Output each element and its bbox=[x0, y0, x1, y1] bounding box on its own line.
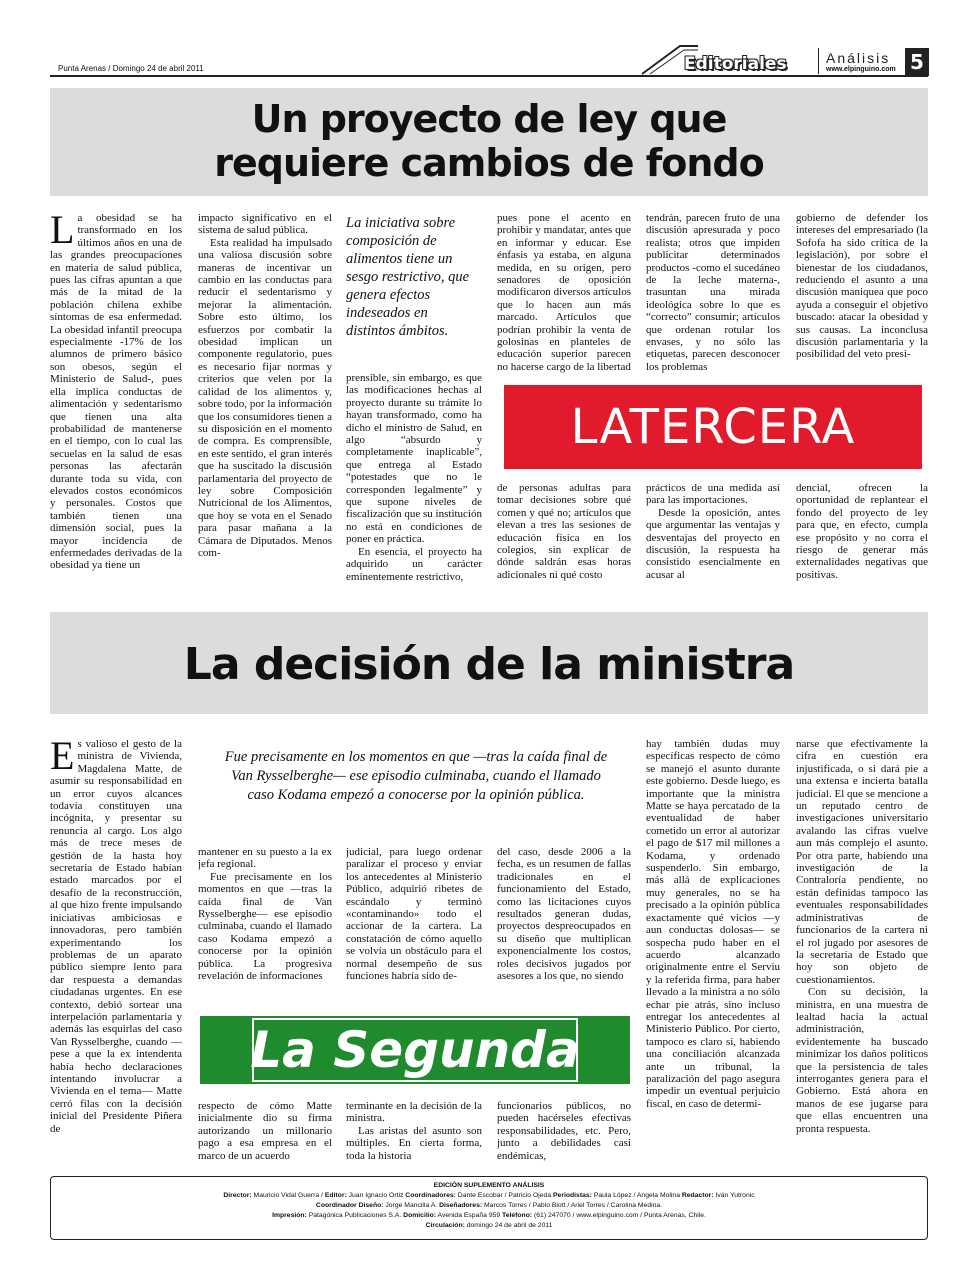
ed2-col2-p2: Fue precisamente en los momentos en que —tras la caída final de Van Rysselberghe— ese episodio culminaba, cuando el llamado caso Kodama empezó a conocerse por la opinión pública. La progresiva revelación de informaciones bbox=[198, 870, 332, 983]
ed1-column-5-top bbox=[646, 212, 780, 374]
ed1-column-2 bbox=[198, 212, 332, 582]
credits-label: Domicilio: bbox=[403, 1212, 437, 1219]
credits-line-2 bbox=[51, 1201, 927, 1211]
ed1-column-5-bottom bbox=[646, 482, 780, 582]
ed1-column-4-bottom bbox=[497, 482, 631, 582]
ed1-column-3 bbox=[346, 372, 482, 584]
ed2-col6-p1: narse que efectivamente la cifra en cuestión era injustificada, o si dará pie a una extensa e incierta batalla judicial. El que se mencione a un reputado centro de investigaciones universitario avalando las cifras vuelve aun más complejo el asunto. Por otra parte, habiendo una investigación de la Contraloría pendiente, no están definidas tampoco las eventuales responsabilidades administrativas de funcionarios de la cartera ni el rol jugado por asesores de la secretaría de Estado que hoy son objeto de cuestionamientos. bbox=[796, 738, 928, 986]
credits-label: Teléfono: bbox=[502, 1212, 533, 1219]
pull-quote-1: La iniciativa sobre composición de alimentos tiene un sesgo restrictivo, que genera efectos indeseados en distintos ámbitos. bbox=[346, 215, 470, 339]
ed2-column-3-top bbox=[346, 846, 482, 1010]
ed1-col6-bottom: dencial, ofrecen la oportunidad de replantear el fondo del proyecto de ley para que, en efecto, cumpla ese propósito y no corra el riesgo de generar más externalidades negativas que positivas. bbox=[796, 482, 928, 581]
credits-value: Juan Ignacio Ortiz bbox=[348, 1192, 404, 1199]
ed1-col5-top: tendrán, parecen fruto de una discusión apresurada y poco realista; otros que impiden publicitar determinados productos -como el sucedáneo de la leche materna-, trasuntan una mirada ideológica sobre lo que es “correcto” consumir; artículos que ordenan rotular los envases, y no sólo las etiquetas, parecen desconocer los problemas bbox=[646, 212, 780, 373]
brand-logo: Análisis bbox=[826, 50, 891, 66]
ed2-column-3-bottom bbox=[346, 1100, 482, 1166]
credits-value: (61) 247070 / www.elpinguino.com / Punta Arenas, Chile. bbox=[534, 1212, 706, 1219]
credits-line-3 bbox=[51, 1211, 927, 1221]
ed2-col4-bottom: funcionarios públicos, no pueden hacérseles efectivas responsabilidades, etc. Pero, junto a debilidades casi endémicas, bbox=[497, 1100, 631, 1162]
pull-quote-2: Fue precisamente en los momentos en que —tras la caída final de Van Rysselberghe— ese episodio culminaba, cuando el llamado caso Kodama empezó a conocerse por la opinión pública. bbox=[224, 749, 608, 803]
credits-box bbox=[50, 1176, 928, 1240]
credits-label: Coordinadores: bbox=[405, 1192, 456, 1199]
la-tercera-logo: LATERCERA bbox=[504, 385, 922, 469]
credits-value: Jorge Mancilla A. bbox=[385, 1202, 438, 1209]
ed2-col5: hay también dudas muy específicas respecto de cómo se manejó el asunto durante este gobierno. Desde luego, es importante que la ministra Matte se haya percatado de la eventualidad de haber cometido un error al autorizar el pago de $17 mil millones a Kodama, y ordenado suspenderlo. Sin embargo, más allá de explicaciones muy generales, no se ha precisado a la opinión pública exactamente qué vicios —y aun conductas dolosas— se sospecha pudo haber en el acuerdo alcanzado originalmente entre el Serviu y la referida firma, para haber llevado a la ministra a no sólo echar pie atrás, sino incluso entregar los antecedentes al Ministerio Público. Por cierto, tampoco es claro si, habiendo una conciliación alcanzada ante un tribunal, la paralización del pago asegura impedir un eventual perjuicio fiscal, en caso de determi- bbox=[646, 738, 780, 1110]
brand-url: www.elpinguino.com bbox=[826, 66, 896, 73]
credits-label: Circulación: bbox=[425, 1222, 465, 1229]
ed2-col1-text: s valioso el gesto de la ministra de Vivienda, Magdalena Matte, de asumir su responsabilidad en un error cuyos alcances todavía constituyen una incógnita, y presentar su renuncia al cargo. Los algo más de trece meses de gestión de la hasta hoy secretaria de Estado habían estado marcados por el desafío de la reconstrucción, al que hizo frente impulsando iniciativas ambiciosas e innovadoras, pero también experimentando los problemas de un aparato público siempre lento para dar respuesta a demandas ciudadanas urgentes. En ese contexto, debió sortear una interpelación parlamentaria y además las esquirlas del caso Van Rysselberghe, cuando —pese a que la ex intendenta había hecho declaraciones intentando involucrar a Vivienda en el tema— Matte cerró filas con la decisión inicial del Presidente Piñera de bbox=[50, 738, 182, 1135]
ed1-column-6-bottom bbox=[796, 482, 928, 582]
ed2-col3-top: judicial, para luego ordenar paralizar el proceso y enviar los antecedentes al Ministerio Público, adquirió ribetes de escándalo y terminó «contaminando» todo el accionar de la cartera. La constatación de cómo aquello se volvía un obstáculo para el normal desempeño de sus funciones habría sido de- bbox=[346, 846, 482, 983]
credits-value: Patagónica Publicaciones S.A. bbox=[308, 1212, 402, 1219]
dropcap: E bbox=[50, 738, 75, 778]
page-number: 5 bbox=[905, 48, 929, 76]
credits-value: Marcos Torres / Pablo Biott / Ariel Torres / Carolina Medina. bbox=[484, 1202, 663, 1209]
ed1-column-4-top bbox=[497, 212, 631, 374]
credits-label: Editor: bbox=[324, 1192, 347, 1199]
ed2-column-2-top bbox=[198, 846, 332, 1010]
ed2-col3-bottom-p2: Las aristas del asunto son múltiples. En cierta forma, toda la historia bbox=[346, 1124, 482, 1162]
headline-1-line2: requiere cambios de fondo bbox=[214, 140, 764, 185]
credits-title: EDICIÓN SUPLEMENTO ANÁLISIS bbox=[433, 1182, 545, 1189]
ed2-column-6 bbox=[796, 738, 928, 1166]
header-rule bbox=[50, 75, 928, 77]
ed1-col2-p1: impacto significativo en el sistema de salud pública. bbox=[198, 212, 332, 237]
la-segunda-logo-text: La Segunda bbox=[250, 1016, 579, 1084]
ed1-col3-p1: prensible, sin embargo, es que las modificaciones hechas al proyecto durante su trámite lo hayan transformado, como ha dicho el ministro de Salud, en algo “absurdo y completamente inaplicable”, que entrega al Estado “potestades que no le corresponden legalmente” y que supone niveles de fiscalización que su institución no está en condiciones de poner en práctica. bbox=[346, 372, 482, 546]
ed2-col6-p2: Con su decisión, la ministra, en una muestra de lealtad hacia la actual administración, evidentemente ha buscado minimizar los daños políticos que la persistencia de tales interrogantes genera para el Gobierno. Está ahora en manos de ese jugarse para que ellas encuentren una pronta respuesta. bbox=[796, 986, 928, 1135]
ed2-column-4-bottom bbox=[497, 1100, 631, 1166]
ed1-col5-bottom-p1: prácticos de una medida así para las importaciones. bbox=[646, 482, 780, 507]
ed2-col2-p1: mantener en su puesto a la ex jefa regional. bbox=[198, 846, 332, 871]
ed1-col4-bottom: de personas adultas para tomar decisiones sobre qué comen y qué no; artículos que elevan a tres las sesiones de educación física en los colegios, sin explicar de dónde saldrán esas horas adicionales ni qué costo bbox=[497, 482, 631, 581]
ed1-column-6-top bbox=[796, 212, 928, 374]
credits-value: Mauricio Vidal Guerra / bbox=[253, 1192, 323, 1199]
credits-label: Periodistas: bbox=[553, 1192, 592, 1199]
credits-value: Iván Yutronic bbox=[715, 1192, 755, 1199]
ed1-column-1 bbox=[50, 212, 182, 582]
ed2-column-5 bbox=[646, 738, 780, 1166]
section-title: Editoriales bbox=[684, 54, 787, 74]
headline-2: La decisión de la ministra bbox=[183, 639, 795, 690]
credits-line-4 bbox=[51, 1221, 927, 1231]
ed1-col1-text: a obesidad se ha transformado en los últimos años en una de las grandes preocupaciones en materia de salud pública, pues las cifras apuntan a que más de la mitad de la población chilena exhibe síntomas de esa enfermedad. La obesidad infantil preocupa especialmente -17% de los alumnos de primero básico son obesos, según el Ministerio de Salud-, pues ella implica conductas de alimentación y sedentarismo que tienen una alta probabilidad de mantenerse en el tiempo, con lo cual las secuelas en la salud de esas personas las afectarán durante toda su vida, con elevados costos económicos y personales. Costos que también tienen una dimensión social, pues la mayor incidencia de enfermedades derivadas de la obesidad ya tiene un bbox=[50, 212, 182, 572]
ed2-column-1 bbox=[50, 738, 182, 1166]
credits-label: Diseñadores: bbox=[439, 1202, 483, 1209]
ed2-col3-bottom-p1: terminante en la decisión de la ministra. bbox=[346, 1100, 482, 1125]
ed2-col4-top: del caso, desde 2006 a la fecha, es un resumen de fallas tradicionales en el funcionamiento del Estado, como las licitaciones cuyos resultados generan dudas, proyectos despreocupados en su diseño que multiplican exponencialmente los costos, roles decisivos jugados por asesores a los que, no siendo bbox=[497, 846, 631, 983]
dropcap: L bbox=[50, 212, 75, 252]
ed2-col2-bottom: respecto de cómo Matte inicialmente dio su firma autorizando un millonario pago a esa empresa en el marco de un acuerdo bbox=[198, 1100, 332, 1162]
ed1-col5-bottom-p2: Desde la oposición, antes que argumentar las ventajas y desventajas del proyecto en discusión, la respuesta ha consistido esencialmente en acusar al bbox=[646, 506, 780, 581]
headline-1 bbox=[50, 98, 928, 185]
date-line: Punta Arenas / Domingo 24 de abril 2011 bbox=[58, 64, 204, 73]
ed2-column-4-top bbox=[497, 846, 631, 1010]
la-segunda-logo bbox=[200, 1016, 630, 1084]
ed1-col3-p2: En esencia, el proyecto ha adquirido un carácter eminentemente restrictivo, bbox=[346, 545, 482, 583]
credits-value: Dante Escobar / Patricio Ojeda bbox=[457, 1192, 552, 1199]
header-divider bbox=[818, 48, 819, 74]
ed1-col6-top: gobierno de defender los intereses del empresariado (la Sofofa ha sido crítica de la legislación), por sobre el bienestar de los ciudadanos, reduciendo el asunto a una discusión maniquea que poco ayuda a conseguir el objetivo buscado: atacar la obesidad y sus causas. La inconclusa discusión parlamentaria y la posibilidad del veto presi- bbox=[796, 212, 928, 361]
credits-label: Director: bbox=[223, 1192, 252, 1199]
ed1-col4-top: pues pone el acento en prohibir y mandatar, antes que en informar y educar. Ese énfasis ya estaba, en alguna medida, en su origen, pero senadores de oposición modificaron diversos artículos que lo hacen aun más marcado. Artículos que podrían prohibir la venta de golosinas en planteles de educación superior parecen no hacerse cargo de la libertad bbox=[497, 212, 631, 373]
credits-value: Paula López / Angela Molina bbox=[593, 1192, 680, 1199]
credits-label: Redactor: bbox=[681, 1192, 714, 1199]
ed1-col2-p2: Esta realidad ha impulsado una valiosa discusión sobre maneras de incentivar un cambio en las conductas para reducir el sedentarismo y mejorar la alimentación. Sobre esto último, los esfuerzos por combatir la obesidad implican un componente regulatorio, pues es necesario fijar normas y criterios que velen por la calidad de los alimentos y, sobre todo, por la información que los consumidores tienen a su disposición en el momento de compra. Es comprensible, en este sentido, el gran interés que ha suscitado la discusión parlamentaria del proyecto de ley sobre Composición Nutricional de los Alimentos, que hoy se vota en el Senado para pasar mañana a la Cámara de Diputados. Menos com- bbox=[198, 236, 332, 559]
credits-label: Impresión: bbox=[272, 1212, 307, 1219]
headline-1-line1: Un proyecto de ley que bbox=[251, 97, 727, 141]
credits-label: Coordinador Diseño: bbox=[315, 1202, 384, 1209]
credits-value: Avenida España 959 bbox=[437, 1212, 501, 1219]
credits-value: domingo 24 de abril de 2011 bbox=[466, 1222, 553, 1229]
ed2-column-2-bottom bbox=[198, 1100, 332, 1166]
credits-line-1 bbox=[51, 1191, 927, 1201]
